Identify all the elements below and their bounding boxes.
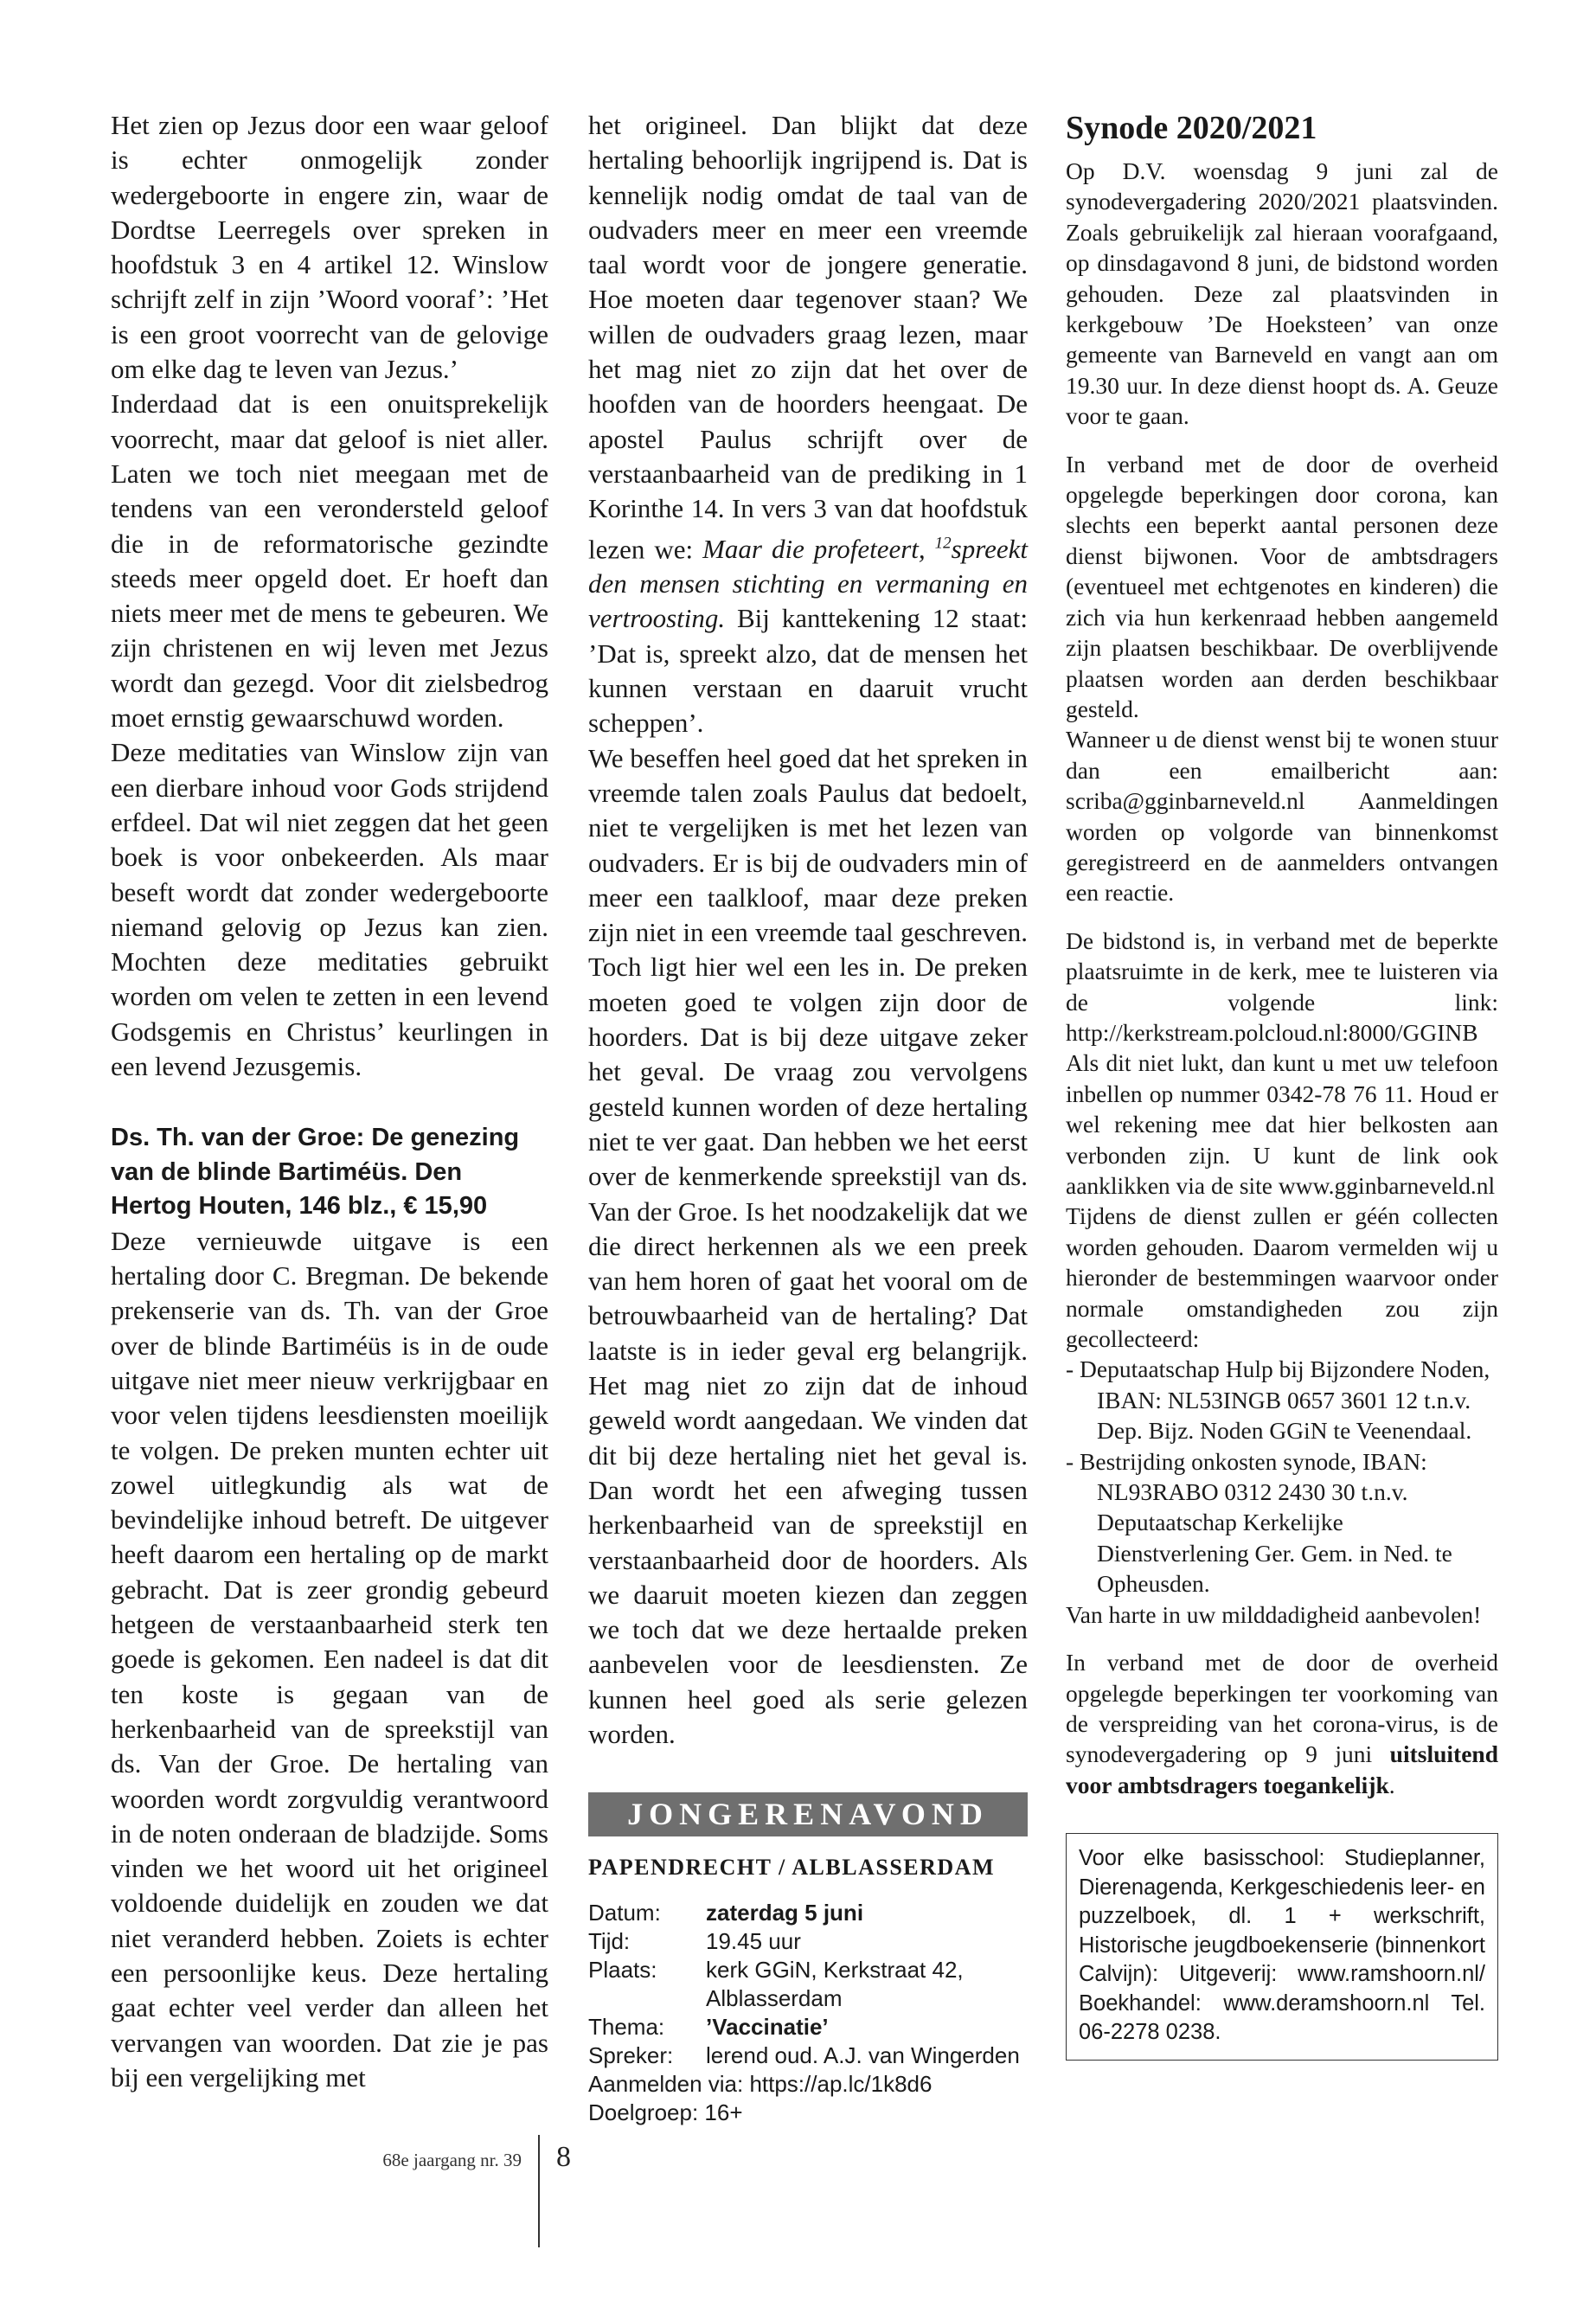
- list-item: - Bestrijding onkosten synode, IBAN: NL93RABO 0312 2430 30 t.n.v. Deputaatschap Kerkelijke Dienstverlening Ger. Gem. in Ned. te Opheusden.: [1066, 1447, 1452, 1598]
- paragraph: In verband met de door de overheid opgelegde beperkingen door corona, kan slechts een beperkt aantal personen deze dienst bijwonen. Voor de ambtsdragers (eventueel met echtgenotes en kinderen) die zich via hun kerkenraad hebben aangemeld zijn plaatsen beschikbaar. De overblijvende plaatsen worden aan derden beschikbaar gesteld.: [1066, 450, 1498, 722]
- book-review-body: Deze vernieuwde uitgave is een hertaling door C. Bregman. De bekende prekenserie van ds. Th. van der Groe over de blinde Bartiméüs is in de oude uitgave niet meer nieuw verkrijgbaar en voor velen tijdens leesdiensten moeilijk te volgen. De preken munten echter uit zowel uitlegkundig als wat de bevindelijke inhoud betreft. De uitgever heeft daarom een hertaling op de markt gebracht. Dat is zeer grondig gebeurd hetgeen de verstaanbaarheid sterk ten goede is gekomen. Een nadeel is dat dit ten koste is gegaan van de herkenbaarheid van de spreekstijl van ds. Van der Groe. De hertaling van woorden wordt zorgvuldig verantwoord in de noten onderaan de bladzijde. Soms vinden we het woord uit het origineel voldoende duidelijk en zouden we dat niet veranderd hebben. Zoiets is echter een persoonlijke keus. Deze hertaling gaat echter veel verder dan alleen het vervangen van woorden. Dat zie je pas bij een vergelijking met: [111, 1225, 548, 2093]
- event-time: 19.45 uur: [706, 1928, 801, 1955]
- advertisement-box: Voor elke basisschool: Studieplanner, Dierenagenda, Kerkgeschiedenis leer- en puzzelboek, dl. 1 + werkschrift, Historische jeugdboekenserie (binnenkort Calvijn): Uitgeverij: www.ramshoorn.nl/ Boekhandel: www.deramshoorn.nl Tel. 06-2278 0238.: [1066, 1833, 1498, 2061]
- paragraph: Het zien op Jezus door een waar geloof is echter onmogelijk zonder wedergeboorte in engere zin, waar de Dordtse Leerregels over spreken in hoofdstuk 3 en 4 artikel 12. Winslow schrijft zelf in zijn ’Woord vooraf’: ’Het is een groot voorrecht van de gelovige om elke dag te leven van Jezus.’: [111, 110, 548, 385]
- paragraph: Van harte in uw milddadigheid aanbevolen!: [1066, 1600, 1482, 1628]
- event-label: Datum:: [588, 1900, 661, 1926]
- event-date: zaterdag 5 juni: [706, 1900, 864, 1926]
- event-label: Plaats:: [588, 1957, 657, 1984]
- footnote-marker: 12: [934, 534, 952, 553]
- article-text: [111, 108, 548, 1084]
- event-signup: Aanmelden via: https://ap.lc/1k8d6: [588, 2071, 933, 2098]
- column-right: [1066, 108, 1498, 2061]
- bible-quote: Maar die profeteert, $^{12}$spreekt den mensen stichting en vermaning en vertroosting.: [588, 533, 1028, 634]
- column-left: [111, 108, 548, 2095]
- section-title: Synode 2020/2021: [1066, 110, 1317, 146]
- event-theme: ’Vaccinatie’: [706, 2014, 829, 2041]
- event-label: Thema:: [588, 2014, 665, 2041]
- event-speaker: lerend oud. A.J. van Wingerden: [706, 2042, 1020, 2069]
- event-location-heading: PAPENDRECHT / ALBLASSERDAM: [588, 1855, 995, 1881]
- event-audience: Doelgroep: 16+: [588, 2099, 743, 2126]
- book-review-heading: Ds. Th. van der Groe: De genezing van de blinde Bartiméüs. Den Hertog Houten, 146 blz., € 15,90: [111, 1124, 520, 1221]
- event-details: [588, 1899, 1028, 2127]
- paragraph: Tijdens de dienst zullen er géén collecten worden gehouden. Daarom vermelden wij u hieronder de bestemmingen waarvoor onder normale omstandigheden zou zijn gecollecteerd:: [1066, 1202, 1498, 1353]
- footer-divider: [538, 2135, 540, 2247]
- paragraph: De bidstond is, in verband met de beperkte plaatsruimte in de kerk, mee te luisteren via de volgende link: http://kerkstream.polcloud.nl:8000/GGINB Als dit niet lukt, dan kunt u met uw telefoon inbellen op nummer 0342-78 76 11. Houd er wel rekening mee dat hier belkosten aan verbonden zijn. U kunt de link ook aanklikken via de site www.gginbarneveld.nl: [1066, 926, 1498, 1199]
- paragraph: We beseffen heel goed dat het spreken in vreemde talen zoals Paulus dat bedoelt, niet te vergelijken is met het lezen van oudvaders. Er is bij de oudvaders min of meer een taalkloof, maar deze preken zijn niet in een vreemde taal geschreven. Toch ligt hier wel een les in. De preken moeten goed te volgen zijn door de hoorders. Dat is bij deze uitgave zeker het geval. De vraag zou vervolgens gesteld kunnen worden of deze hertaling niet te ver gaat. Dan hebben we het eerst over de kenmerkende spreekstijl van ds. Van der Groe. Is het noodzakelijk dat we die direct herkennen als we een preek van hem horen of gaat het vooral om de betrouwbaarheid van de hertaling? Dat laatste is in ieder geval erg belangrijk. Het mag niet zo zijn dat de inhoud geweld wordt aangedaan. We vinden dat dit bij deze hertaling niet het geval is. Dan wordt het een afweging tussen herkenbaarheid van de spreekstijl en verstaanbaarheid door de hoorders. Als we daaruit moeten kiezen dan zeggen we toch dat we deze hertaalde preken aanbevelen voor de leesdiensten. Ze kunnen heel goed als serie gelezen worden.: [588, 742, 1028, 1749]
- paragraph: het origineel. Dan blijkt dat deze hertaling behoorlijk ingrijpend is. Dat is kennelijk nodig omdat de taal van de oudvaders meer en meer een vreemde taal wordt voor de jongere generatie. Hoe moeten daar tegenover staan? We willen de oudvaders graag lezen, maar het mag niet zo zijn dat het over de hoofden van de hoorders heengaat. De apostel Paulus schrijft over de verstaanbaarheid van de prediking in 1 Korinthe 14. In vers 3 van dat hoofdstuk lezen we: Maar die profeteert, $^{12}$spreekt den mensen stichting en vermaning en vertroosting. Bij kanttekening 12 staat: ’Dat is, spreekt alzo, dat de mensen het kunnen verstaan en daaruit vrucht scheppen’.: [588, 110, 1028, 739]
- paragraph: Op D.V. woensdag 9 juni zal de synodevergadering 2020/2021 plaatsvinden. Zoals gebruikelijk zal hieraan voorafgaand, op dinsdagavond 8 juni, de bidstond worden gehouden. Deze zal plaatsvinden in kerkgebouw ’De Hoeksteen’ van onze gemeente van Barneveld en vangt aan om 19.30 uur. In deze dienst hoopt ds. A. Geuze voor te gaan.: [1066, 157, 1498, 430]
- event-label: Tijd:: [588, 1928, 631, 1955]
- event-label: Spreker:: [588, 2042, 674, 2069]
- paragraph: In verband met de door de overheid opgelegde beperkingen ter voorkoming van de verspreiding van het corona-virus, is de synodevergadering op 9 juni uitsluitend voor ambtsdragers toegankelijk.: [1066, 1649, 1498, 1798]
- volume-info: 68e jaargang nr. 39: [382, 2150, 522, 2170]
- list-item: - Deputaatschap Hulp bij Bijzondere Noden, IBAN: NL53INGB 0657 3601 12 t.n.v. Dep. Bijz. Noden GGiN te Veenendaal.: [1066, 1356, 1490, 1445]
- event-place: kerk GGiN, Kerkstraat 42, Alblasserdam: [706, 1957, 964, 2012]
- emphasis: uitsluitend voor ambtsdragers toegankelijk: [1066, 1740, 1498, 1798]
- paragraph: Wanneer u de dienst wenst bij te wonen stuur dan een emailbericht aan: scriba@gginbarneveld.nl Aanmeldingen worden op volgorde van binnenkomst geregistreerd en de aanmelders ontvangen een reactie.: [1066, 726, 1498, 907]
- paragraph: Deze meditaties van Winslow zijn van een dierbare inhoud voor Gods strijdend erfdeel. Dat wil niet zeggen dat het geen boek is voor onbekeerden. Als maar beseft wordt dat zonder wedergeboorte niemand gelovig op Jezus kan zien. Mochten deze meditaties gebruikt worden om velen te zetten in een levend Godsgemis en Christus’ keurlingen in een levend Jezusgemis.: [111, 737, 548, 1082]
- event-banner: JONGERENAVOND: [588, 1792, 1028, 1836]
- page-number: 8: [556, 2141, 571, 2173]
- column-middle: [588, 108, 1028, 2127]
- paragraph: Inderdaad dat is een onuitsprekelijk voorrecht, maar dat geloof is niet aller. Laten we toch niet meegaan met de tendens van een verondersteld geloof die in de reformatorische gezindte steeds meer opgeld doet. Er hoeft dan niets meer met de mens te gebeuren. We zijn christenen en wij leven met Jezus wordt dan gezegd. Voor dit zielsbedrog moet ernstig gewaarschuwd worden.: [111, 388, 548, 734]
